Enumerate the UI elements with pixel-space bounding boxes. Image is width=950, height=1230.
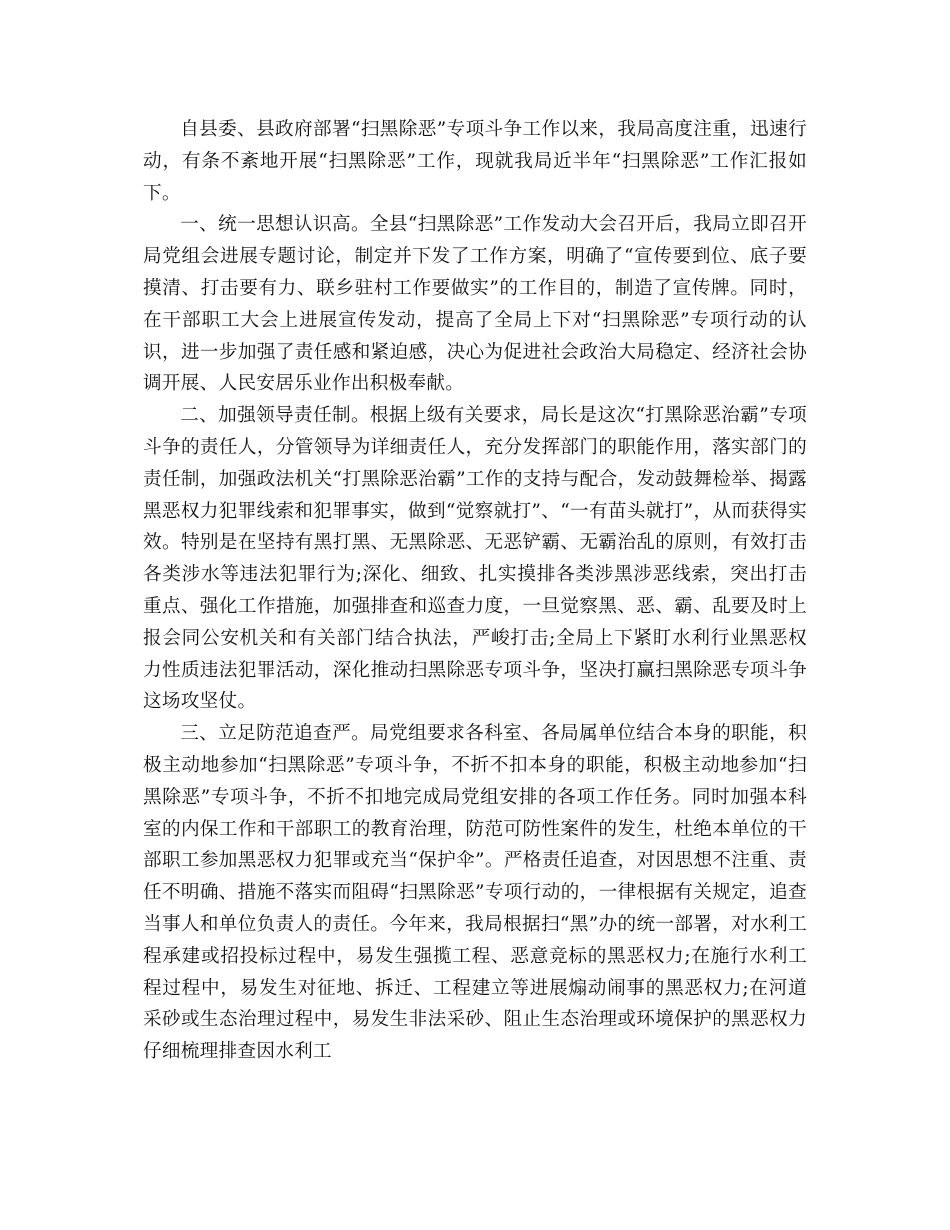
paragraph-section-3: 三、立足防范追查严。局党组要求各科室、各局属单位结合本身的职能，积极主动地参加“扫黑除恶”专项斗争，不折不扣本身的职能，积极主动地参加“扫黑除恶”专项斗争，不折不扣地完成局党组安排的各项工作任务。同时加强本科室的内保工作和干部职工的教育治理，防范可防性案件的发生，杜绝本单位的干部职工参加黑恶权力犯罪或充当“保护伞”。严格责任追查，对因思想不注重、责任不明确、措施不落实而阻碍“扫黑除恶”专项行动的，一律根据有关规定，追查当事人和单位负责人的责任。今年来，我局根据扫“黑”办的统一部署，对水利工程承建或招投标过程中，易发生强揽工程、恶意竞标的黑恶权力;在施行水利工程过程中，易发生对征地、拆迁、工程建立等进展煽动闹事的黑恶权力;在河道采砂或生态治理过程中，易发生非法采砂、阻止生态治理或环境保护的黑恶权力仔细梳理排查因水利工 [143,723,807,1063]
paragraph-section-2: 二、加强领导责任制。根据上级有关要求，局长是这次“打黑除恶治霸”专项斗争的责任人，分管领导为详细责任人，充分发挥部门的职能作用，落实部门的责任制，加强政法机关“打黑除恶治霸”工作的支持与配合，发动鼓舞检举、揭露黑恶权力犯罪线索和犯罪事实，做到“觉察就打”、“一有苗头就打”，从而获得实效。特别是在坚持有黑打黑、无黑除恶、无恶铲霸、无霸治乱的原则，有效打击各类涉水等违法犯罪行为;深化、细致、扎实摸排各类涉黑涉恶线索，突出打击重点、强化工作措施，加强排查和巡查力度，一旦觉察黑、恶、霸、乱要及时上报会同公安机关和有关部门结合执法，严峻打击;全局上下紧盯水利行业黑恶权力性质违法犯罪活动，深化推动扫黑除恶专项斗争，坚决打赢扫黑除恶专项斗争这场攻坚仗。 [143,405,807,713]
document-body [143,114,807,1068]
paragraph-intro: 自县委、县政府部署“扫黑除恶”专项斗争工作以来，我局高度注重，迅速行动，有条不紊地开展“扫黑除恶”工作，现就我局近半年“扫黑除恶”工作汇报如下。 [143,119,807,204]
paragraph-section-1: 一、统一思想认识高。全县“扫黑除恶”工作发动大会召开后，我局立即召开局党组会进展专题讨论，制定并下发了工作方案，明确了“宣传要到位、底子要摸清、打击要有力、联乡驻村工作要做实”的工作目的，制造了宣传牌。同时，在干部职工大会上进展宣传发动，提高了全局上下对“扫黑除恶”专项行动的认识，进一步加强了责任感和紧迫感，决心为促进社会政治大局稳定、经济社会协调开展、人民安居乐业作出积极奉献。 [143,214,807,395]
